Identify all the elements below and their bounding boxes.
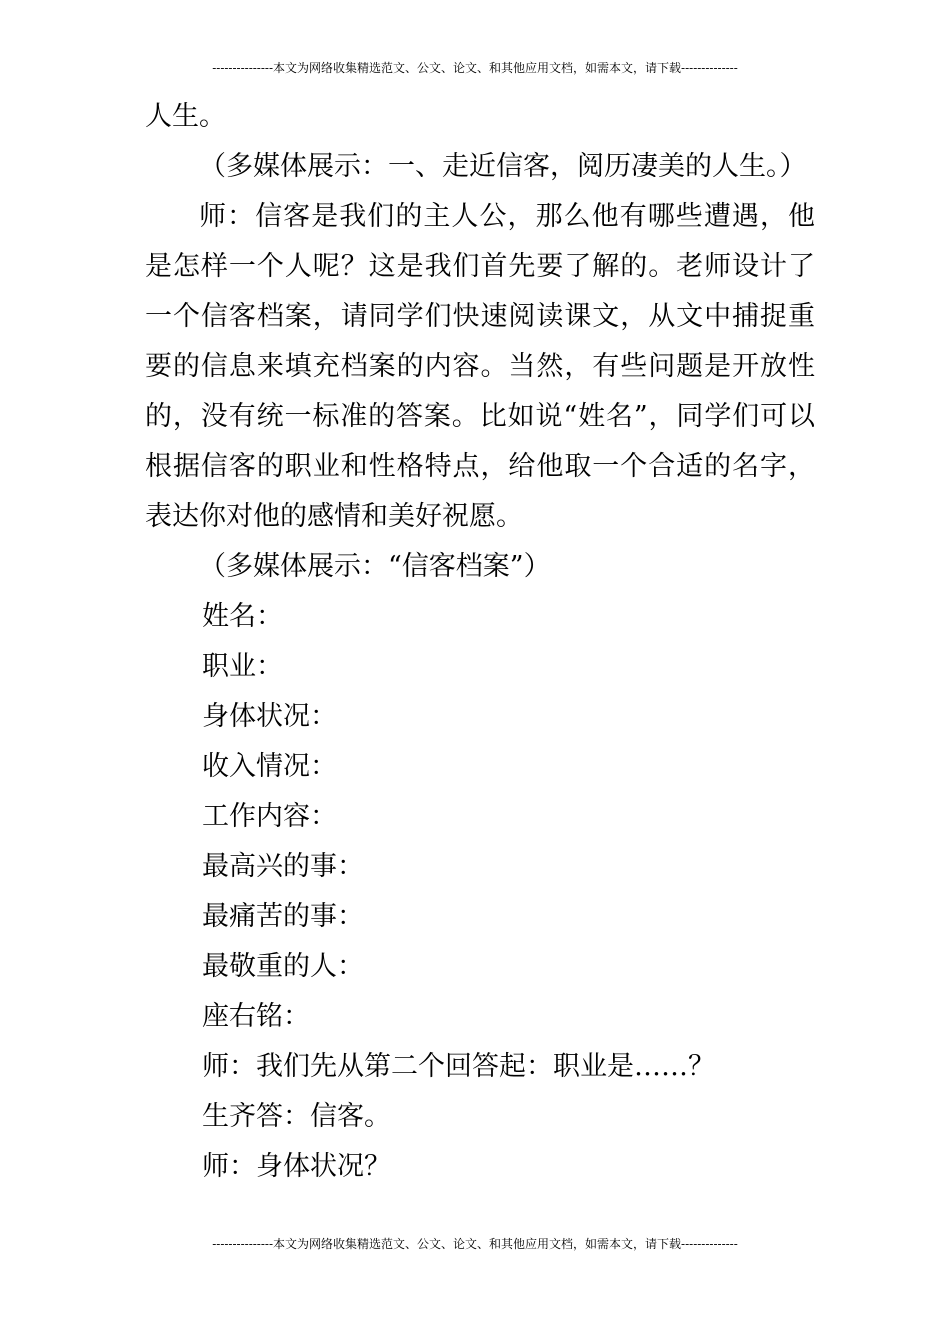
teacher-intro-paragraph: 师：信客是我们的主人公，那么他有哪些遭遇，他是怎样一个人呢？这是我们首先要了解的。老师设计了一个信客档案，请同学们快速阅读课文，从文中捕捉重要的信息来填充档案的内容。当然，有些问题是开放性的，没有统一标准的答案。比如说“姓名”，同学们可以根据信客的职业和性格特点，给他取一个合适的名字，表达你对他的感情和美好祝愿。: [145, 201, 815, 532]
field-work-content: 工作内容：: [202, 801, 337, 832]
dialogue-line: 生齐答：信客。: [202, 1101, 391, 1132]
dialogue-line: 师：身体状况？: [202, 1151, 391, 1182]
media-note-1: （多媒体展示：一、走近信客，阅历凄美的人生。）: [199, 151, 807, 182]
media-note-2: （多媒体展示：“信客档案”）: [199, 551, 551, 582]
field-most-painful: 最痛苦的事：: [202, 901, 364, 932]
opening-line: 人生。: [145, 101, 226, 132]
field-name: 姓名：: [202, 601, 283, 632]
archive-fields: [145, 592, 815, 1042]
document-body: [145, 92, 815, 1192]
field-health: 身体状况：: [202, 701, 337, 732]
page-header: ---------------本文为网络收集精选范文、公文、论文、和其他应用文档，如需本文，请下载--------------: [212, 61, 738, 75]
field-happiest: 最高兴的事：: [202, 851, 364, 882]
page-footer: ---------------本文为网络收集精选范文、公文、论文、和其他应用文档，如需本文，请下载--------------: [212, 1237, 738, 1251]
field-income: 收入情况：: [202, 751, 337, 782]
dialogue: [145, 1042, 815, 1192]
field-most-respected: 最敬重的人：: [202, 951, 364, 982]
field-occupation: 职业：: [202, 651, 283, 682]
field-motto: 座右铭：: [202, 1001, 310, 1032]
dialogue-line: 师：我们先从第二个回答起：职业是……？: [202, 1051, 715, 1082]
